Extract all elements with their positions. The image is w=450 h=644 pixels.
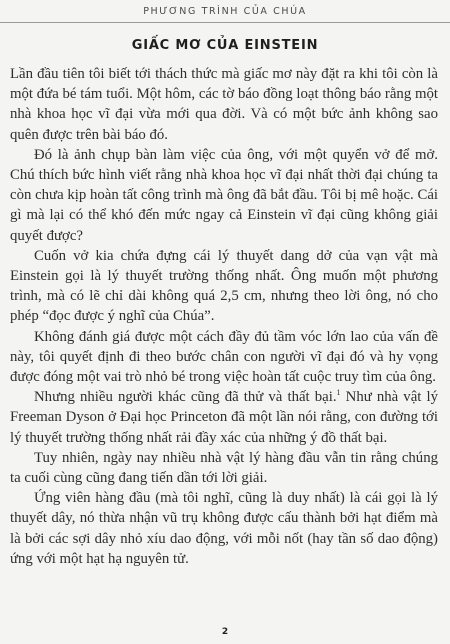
header-divider	[0, 22, 450, 23]
page-number: 2	[221, 627, 229, 637]
paragraph-3: Cuốn vở kia chứa đựng cái lý thuyết dang dở của vạn vật mà Einstein gọi là lý thuyết trường thống nhất. Ông muốn một phương trình, mà có lẽ chỉ dài không quá 2,5 cm, nhưng theo lời ông, nó cho phép “đọc được ý nghĩ của Chúa”.	[10, 247, 438, 325]
paragraph-1: Lần đầu tiên tôi biết tới thách thức mà giấc mơ này đặt ra khi tôi còn là một đứa bé tám tuổi. Một hôm, các tờ báo đồng loạt thông báo rằng một nhà khoa học vĩ đại vừa mới qua đời. Và có một bức ảnh không sao quên được trên bài báo đó.	[10, 66, 438, 143]
paragraph-6: Tuy nhiên, ngày nay nhiều nhà vật lý hàng đầu vẫn tin rằng chúng ta cuối cùng cũng đang tiến dần tới lời giải.	[10, 449, 438, 487]
paragraph-5-continuation: Như nhà vật lý Freeman Dyson ở Đại học Princeton đã một lần nói rằng, con đường tới lý thuyết trường thống nhất rải đầy xác của những ý đồ thất bại.	[10, 389, 438, 446]
paragraph-4: Không đánh giá được một cách đầy đủ tầm vóc lớn lao của vấn đề này, tôi quyết định đi theo bước chân con người vĩ đại đó và hy vọng được đóng một vai trò nhỏ bé trong việc hoàn tất cuộc truy tìm của ông.	[10, 328, 438, 386]
paragraph-2: Đó là ảnh chụp bàn làm việc của ông, với một quyển vở để mở. Chú thích bức hình viết rằng nhà khoa học vĩ đại nhất thời đại chúng ta còn chưa kịp hoàn tất công trình mà ông đã bắt đầu. Tôi bị mê hoặc. Cái gì mà lại có thể khó đến mức ngay cả Einstein vĩ đại cũng không giải quyết được?	[10, 146, 438, 244]
running-header: PHƯƠNG TRÌNH CỦA CHÚA	[143, 6, 307, 17]
chapter-title: GIẤC MƠ CỦA EINSTEIN	[131, 38, 319, 53]
paragraph-7: Ứng viên hàng đầu (mà tôi nghĩ, cũng là duy nhất) là cái gọi là lý thuyết dây, nó thừa nhận vũ trụ không được cấu thành bởi hạt điểm mà là bởi các sợi dây nhỏ xíu dao động, với mỗi nốt (hay tần số dao động) ứng với một hạt hạ nguyên tử.	[10, 490, 438, 567]
paragraph-5-text: Nhưng nhiều người khác cũng đã thử và thất bại.	[34, 389, 337, 406]
paragraph-5	[10, 387, 438, 448]
footnote-marker[interactable]: 1	[336, 388, 341, 398]
body-text	[10, 64, 438, 569]
